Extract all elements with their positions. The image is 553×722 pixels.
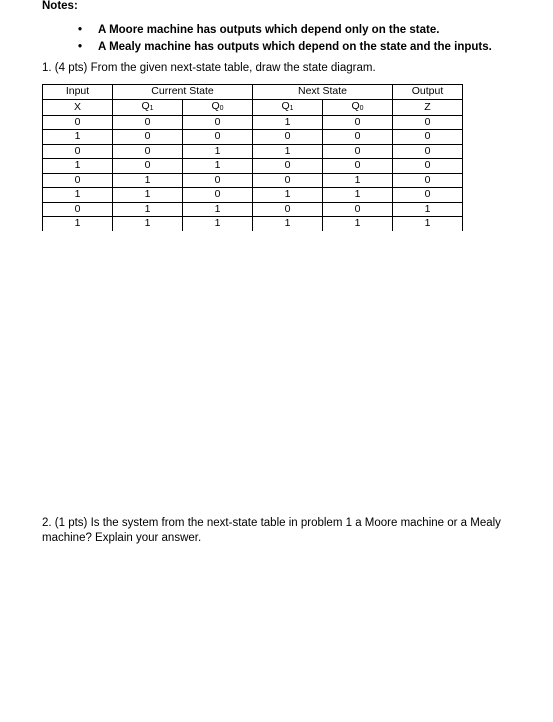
table-cell: 0	[393, 188, 463, 203]
table-cell: 1	[43, 159, 113, 174]
sub-header-x	[43, 99, 113, 115]
header-output: Output	[393, 85, 463, 100]
notes-list	[78, 22, 492, 56]
sub-header-current-q1	[113, 99, 183, 115]
next-state-table	[42, 84, 463, 231]
table-cell: 0	[113, 115, 183, 130]
table-cell: 0	[183, 115, 253, 130]
sub-header-label: Q	[281, 99, 290, 112]
table-cell: 1	[393, 202, 463, 217]
sub-header-subscript: 0	[219, 104, 224, 112]
notes-title: Notes:	[42, 0, 78, 12]
sub-header-label: Q	[351, 99, 360, 112]
sub-header-current-q0	[183, 99, 253, 115]
table-cell: 1	[43, 217, 113, 231]
table-cell: 0	[43, 173, 113, 188]
table-cell: 0	[323, 202, 393, 217]
sub-header-subscript: 1	[289, 104, 294, 112]
table-cell: 0	[393, 115, 463, 130]
table-cell: 1	[253, 217, 323, 231]
table-row	[43, 115, 463, 130]
sub-header-z	[393, 99, 463, 115]
table-cell: 0	[393, 159, 463, 174]
table-cell: 1	[253, 188, 323, 203]
sub-header-label: X	[73, 100, 81, 113]
table-cell: 0	[323, 130, 393, 145]
table-cell: 1	[253, 115, 323, 130]
sub-header-subscript: 1	[149, 104, 154, 112]
table-cell: 0	[43, 115, 113, 130]
table-cell: 0	[393, 144, 463, 159]
table-cell: 1	[113, 188, 183, 203]
table-cell: 0	[323, 144, 393, 159]
table-cell: 1	[113, 217, 183, 231]
table-cell: 1	[113, 173, 183, 188]
table-cell: 0	[43, 202, 113, 217]
table-cell: 0	[323, 115, 393, 130]
table-cell: 0	[393, 173, 463, 188]
table-cell: 0	[183, 173, 253, 188]
sub-header-label: Z	[424, 100, 431, 113]
sub-header-label: Q	[211, 99, 220, 112]
table-cell: 0	[183, 130, 253, 145]
table-cell: 1	[393, 217, 463, 231]
note-mealy: • A Mealy machine has outputs which depend on the state and the inputs.	[78, 39, 492, 56]
table-cell: 0	[323, 159, 393, 174]
sub-header-label: Q	[141, 99, 150, 112]
table-cell: 1	[253, 144, 323, 159]
table-cell: 0	[43, 144, 113, 159]
header-input: Input	[43, 85, 113, 100]
header-next-state: Next State	[253, 85, 393, 100]
table-cell: 1	[43, 188, 113, 203]
sub-header-row	[43, 99, 463, 115]
table-body	[43, 115, 463, 231]
table-cell: 0	[113, 130, 183, 145]
table-cell: 0	[113, 159, 183, 174]
sub-header-next-q0	[323, 99, 393, 115]
table-cell: 1	[323, 188, 393, 203]
question-2: 2. (1 pts) Is the system from the next-state table in problem 1 a Moore machine or a Mealy machine? Explain your answer.	[42, 517, 501, 544]
table-cell: 1	[323, 173, 393, 188]
table-cell: 1	[183, 144, 253, 159]
table-cell: 0	[253, 173, 323, 188]
table-cell: 1	[183, 217, 253, 231]
table-cell: 0	[393, 130, 463, 145]
table-row	[43, 130, 463, 145]
table-cell: 1	[43, 130, 113, 145]
sub-header-subscript: 0	[359, 104, 364, 112]
table-cell: 0	[253, 130, 323, 145]
question-1: 1. (4 pts) From the given next-state table, draw the state diagram.	[42, 62, 376, 74]
table-cell: 0	[183, 188, 253, 203]
table-cell: 1	[183, 202, 253, 217]
table-cell: 0	[253, 202, 323, 217]
table-cell: 0	[113, 144, 183, 159]
table-row	[43, 159, 463, 174]
table-cell: 1	[113, 202, 183, 217]
table-cell: 1	[183, 159, 253, 174]
table-cell: 0	[253, 159, 323, 174]
sub-header-next-q1	[253, 99, 323, 115]
table-row	[43, 144, 463, 159]
header-current-state: Current State	[113, 85, 253, 100]
table-row	[43, 188, 463, 203]
table-row	[43, 202, 463, 217]
table-cell: 1	[323, 217, 393, 231]
note-moore: • A Moore machine has outputs which depend only on the state.	[78, 22, 492, 39]
table-row	[43, 217, 463, 231]
table-row	[43, 173, 463, 188]
